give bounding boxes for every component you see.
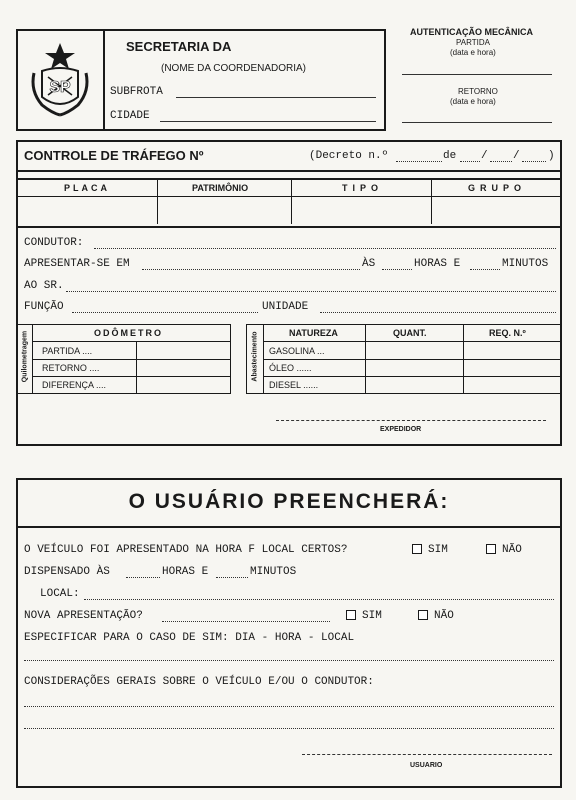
col-patrimonio[interactable]	[158, 180, 292, 224]
nova-sim-label: SIM	[362, 610, 382, 622]
expedidor-signature-line[interactable]	[276, 420, 546, 421]
dispensado-hour-field[interactable]	[126, 577, 160, 578]
seal-area	[18, 31, 105, 129]
col-quant-label: QUANT.	[393, 328, 427, 338]
decreto-number-field[interactable]	[396, 161, 442, 162]
decreto-slash-1: /	[481, 150, 488, 162]
partida-field[interactable]	[402, 74, 552, 75]
condutor-field[interactable]	[94, 248, 556, 249]
q1-nao-label: NÃO	[502, 544, 522, 556]
col-grupo-label: GRUPO	[468, 183, 527, 193]
q1-label: O VEÍCULO FOI APRESENTADO NA HORA F LOCAL CERTOS?	[24, 544, 348, 556]
cidade-field[interactable]	[160, 121, 376, 122]
apresentar-as: ÀS	[362, 258, 376, 270]
usuario-label: USUARIO	[410, 762, 443, 769]
apresentar-label: APRESENTAR-SE EM	[24, 258, 130, 270]
odometro-divider	[136, 342, 137, 359]
q1-sim-checkbox[interactable]	[412, 544, 422, 554]
decreto-label: (Decreto n.º	[309, 150, 389, 162]
retorno-label: RETORNO	[458, 87, 498, 96]
usuario-title-row	[18, 480, 560, 528]
retorno-hint: (data e hora)	[450, 97, 496, 106]
control-title: CONTROLE DE TRÁFEGO Nº	[24, 148, 204, 163]
abastecimento-divider	[365, 325, 366, 341]
local-field[interactable]	[84, 599, 554, 600]
header-box	[16, 29, 386, 131]
col-natureza-label: NATUREZA	[289, 328, 338, 338]
expedidor-label: EXPEDIDOR	[380, 426, 422, 433]
dispensado-minutos: MINUTOS	[250, 566, 297, 578]
abastecimento-divider	[365, 342, 366, 359]
decreto-day-field[interactable]	[460, 161, 480, 162]
odometro-title: ODÔMETRO	[94, 328, 163, 338]
abastecimento-side	[247, 325, 264, 393]
subfrota-field[interactable]	[176, 97, 376, 98]
ao-sr-label: AO SR.	[24, 280, 64, 292]
odometro-divider	[136, 376, 137, 393]
consideracoes-field-2[interactable]	[24, 728, 554, 729]
col-req-label: REQ. N.º	[489, 328, 526, 338]
odometro-side	[18, 325, 33, 393]
abastecimento-divider	[365, 376, 366, 393]
abastecimento-row-diesel[interactable]	[263, 376, 561, 393]
apresentar-minutos: MINUTOS	[502, 258, 549, 270]
partida-label: PARTIDA	[456, 38, 490, 47]
odometro-retorno-label: RETORNO ....	[42, 363, 100, 373]
funcao-label: FUNÇÃO	[24, 301, 64, 313]
nova-nao-checkbox[interactable]	[418, 610, 428, 620]
vehicle-table	[18, 178, 560, 228]
q1-sim-option[interactable]	[412, 544, 448, 556]
dispensado-label: DISPENSADO ÀS	[24, 566, 110, 578]
nova-label: NOVA APRESENTAÇÃO?	[24, 610, 143, 622]
apresentar-hour-field[interactable]	[382, 269, 412, 270]
auth-title: AUTENTICAÇÃO MECÂNICA	[410, 27, 533, 37]
especificar-label: ESPECIFICAR PARA O CASO DE SIM: DIA - HORA - LOCAL	[24, 632, 355, 644]
dispensado-minute-field[interactable]	[216, 577, 248, 578]
consideracoes-field-1[interactable]	[24, 706, 554, 707]
apresentar-date-field[interactable]	[142, 269, 360, 270]
abastecimento-divider	[463, 342, 464, 359]
condutor-label: CONDUTOR:	[24, 237, 84, 249]
state-seal-icon	[28, 41, 92, 121]
col-tipo[interactable]	[292, 180, 432, 224]
abastecimento-divider	[365, 359, 366, 376]
nova-nao-option[interactable]	[418, 610, 454, 622]
col-grupo[interactable]	[432, 180, 560, 224]
retorno-field[interactable]	[402, 122, 552, 123]
odometro-header	[32, 325, 230, 342]
odometro-row-retorno[interactable]	[32, 359, 230, 377]
abastecimento-divider	[463, 376, 464, 393]
seal-letters: SP	[49, 79, 71, 96]
abastecimento-row-gasolina[interactable]	[263, 342, 561, 360]
abastecimento-side-label: Abastecimento	[251, 331, 259, 382]
decreto-close: )	[548, 150, 555, 162]
gasolina-label: GASOLINA ...	[269, 346, 325, 356]
funcao-field[interactable]	[72, 312, 258, 313]
col-placa[interactable]	[18, 180, 158, 224]
secretaria-label: SECRETARIA DA	[126, 39, 232, 54]
q1-nao-checkbox[interactable]	[486, 544, 496, 554]
odometro-row-diferenca[interactable]	[32, 376, 230, 393]
nova-sim-checkbox[interactable]	[346, 610, 356, 620]
ao-sr-field[interactable]	[66, 291, 556, 292]
usuario-title: O USUÁRIO PREENCHERÁ:	[128, 490, 450, 513]
decreto-year-field[interactable]	[522, 161, 546, 162]
control-box	[16, 140, 562, 446]
unidade-field[interactable]	[320, 312, 556, 313]
diesel-label: DIESEL ......	[269, 380, 319, 390]
col-tipo-label: TIPO	[342, 183, 384, 193]
nova-nao-label: NÃO	[434, 610, 454, 622]
apresentar-horas-e: HORAS E	[414, 258, 461, 270]
col-patrimonio-label: PATRIMÔNIO	[192, 183, 249, 193]
decreto-slash-2: /	[513, 150, 520, 162]
subfrota-label: SUBFROTA	[110, 86, 163, 98]
cidade-label: CIDADE	[110, 110, 150, 122]
odometro-side-label: Quilometragem	[21, 330, 29, 383]
q1-nao-option[interactable]	[486, 544, 522, 556]
oleo-label: ÓLEO ......	[269, 363, 312, 373]
abastecimento-header	[263, 325, 561, 342]
odometro-row-partida[interactable]	[32, 342, 230, 360]
usuario-box	[16, 478, 562, 788]
abastecimento-divider	[463, 359, 464, 376]
abastecimento-table	[246, 324, 560, 394]
especificar-field[interactable]	[24, 660, 554, 661]
nova-sim-option[interactable]	[346, 610, 382, 622]
unidade-label: UNIDADE	[262, 301, 309, 313]
coordenadoria-label: (NOME DA COORDENADORIA)	[161, 63, 307, 74]
local-label: LOCAL:	[40, 588, 80, 600]
decreto-de: de	[443, 150, 457, 162]
odometro-table	[18, 324, 231, 394]
dispensado-horas-e: HORAS E	[162, 566, 209, 578]
abastecimento-divider	[463, 325, 464, 341]
nova-field[interactable]	[162, 621, 330, 622]
q1-sim-label: SIM	[428, 544, 448, 556]
odometro-divider	[136, 359, 137, 376]
apresentar-minute-field[interactable]	[470, 269, 500, 270]
consideracoes-label: CONSIDERAÇÕES GERAIS SOBRE O VEÍCULO E/OU O CONDUTOR:	[24, 676, 374, 688]
partida-hint: (data e hora)	[450, 48, 496, 57]
abastecimento-row-oleo[interactable]	[263, 359, 561, 377]
odometro-partida-label: PARTIDA ....	[42, 346, 93, 356]
control-title-row	[18, 142, 560, 172]
decreto-month-field[interactable]	[490, 161, 512, 162]
col-placa-label: PLACA	[64, 183, 110, 193]
usuario-signature-line[interactable]	[302, 754, 552, 755]
odometro-diferenca-label: DIFERENÇA ....	[42, 380, 107, 390]
